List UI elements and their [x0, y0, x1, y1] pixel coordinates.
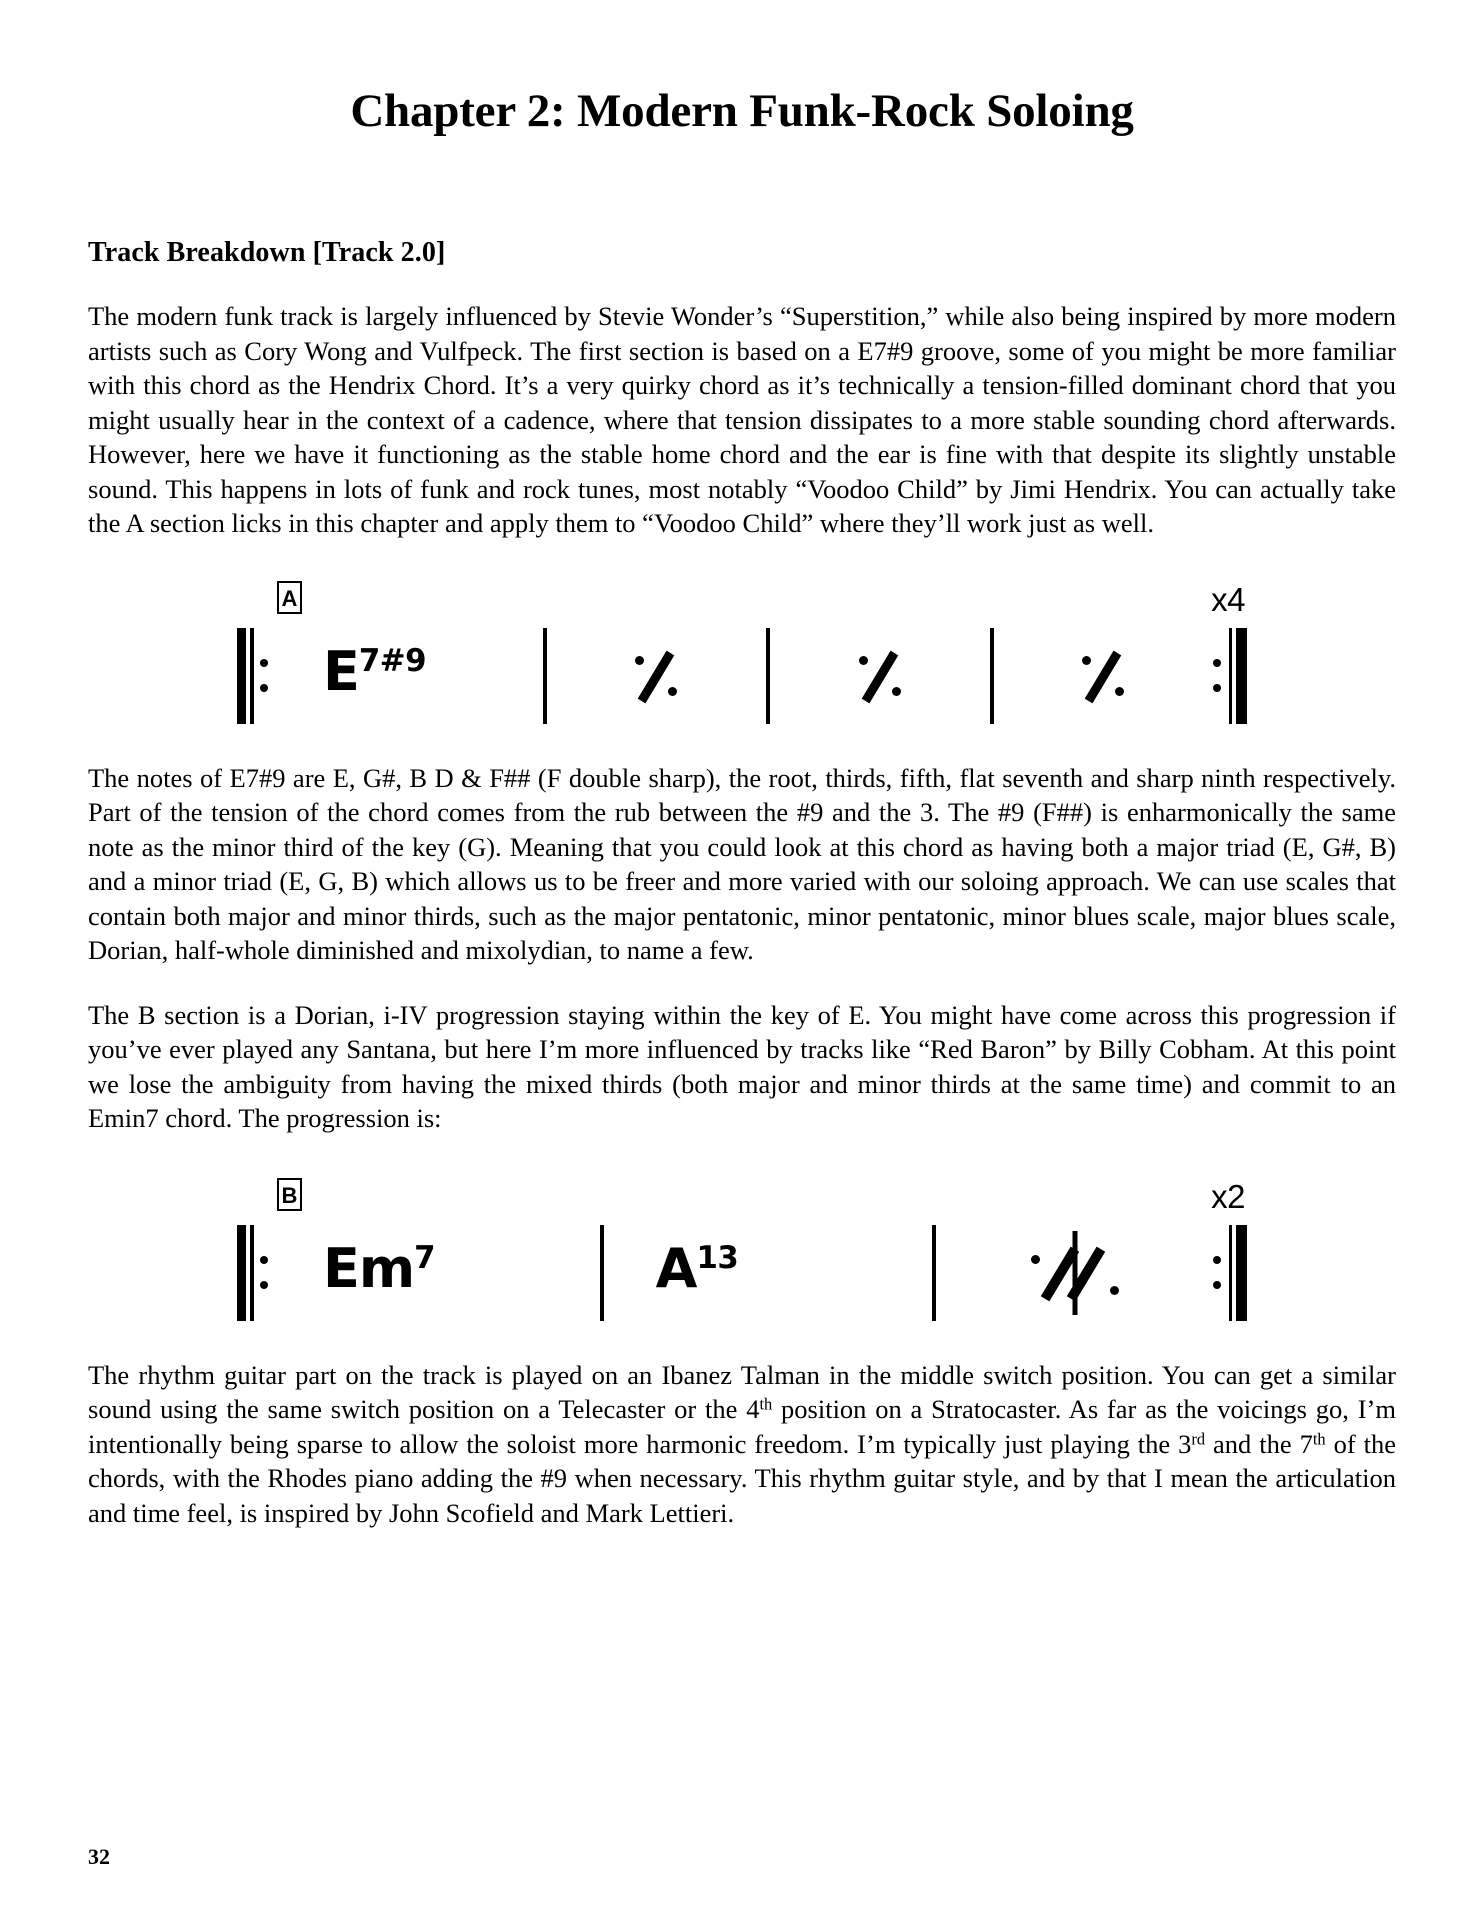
- chord-chart-section-a: [237, 581, 1247, 731]
- chord-symbol-e7sharp9: [323, 639, 426, 703]
- page-number: 32: [88, 1844, 110, 1869]
- chord-symbol-a13: [655, 1236, 739, 1300]
- paragraph-rhythm-guitar-seg2: position on a Stratocaster. As far as the voicings go, I’m intentionally being sparse to allow the soloist more harmonic freedom. I’m typically just playing the 3: [88, 1394, 1396, 1459]
- paragraph-rhythm-guitar-seg1: The rhythm guitar part on the track is played on an Ibanez Talman in the middle switch position. You can get a similar sound using the same switch position on a Telecaster or the 4: [88, 1359, 1396, 1425]
- repeat-barline-close-icon: [1213, 1225, 1247, 1321]
- paragraph-rhythm-guitar-seg3: and the 7: [1205, 1428, 1313, 1459]
- chord-extension: 7#9: [358, 642, 426, 679]
- chord-root: A: [655, 1236, 697, 1300]
- paragraph-intro: The modern funk track is largely influenced by Stevie Wonder’s “Superstition,” while also being inspired by more modern artists such as Cory Wong and Vulfpeck. The first section is based on a E7#9 groove, some of you might be more familiar with this chord as the Hendrix Chord. It’s a very quirky chord as it’s technically a tension-filled dominant chord that you might usually hear in the context of a cadence, where that tension dissipates to a more stable sounding chord afterwards. However, here we have it functioning as the stable home chord and the ear is fine with that despite its slightly unstable sound. This happens in lots of funk and rock tunes, most notably “Voodoo Child” by Jimi Hendrix. You can actually take the A section licks in this chapter and apply them to “Voodoo Child” where they’ll work just as well.: [88, 301, 1396, 539]
- measure-a-4: [994, 628, 1214, 724]
- section-heading-track-breakdown: Track Breakdown [Track 2.0]: [88, 236, 446, 268]
- page-title: Chapter 2: Modern Funk-Rock Soloing: [350, 85, 1134, 137]
- chord-root: Em: [323, 1236, 415, 1300]
- measure-a-3: [770, 628, 990, 724]
- paragraph-rhythm-guitar: [88, 1328, 1396, 1531]
- two-bar-repeat-icon: [1029, 1231, 1121, 1315]
- measure-a-2: [547, 628, 767, 724]
- measure-b-2: [604, 1225, 933, 1321]
- measure-a-1: [271, 628, 543, 724]
- paragraph-b-section: The B section is a Dorian, i-IV progression staying within the key of E. You might have come across this progression if you’ve ever played any Santana, but here I’m more influenced by tracks like “Red Baron” by Billy Cobham. At this point we lose the ambiguity from having the mixed thirds (both major and minor thirds at the same time) and commit to an Emin7 chord. The progression is:: [88, 999, 1396, 1134]
- repeat-barline-open-icon: [237, 1225, 271, 1321]
- measures-row-b: [237, 1225, 1247, 1321]
- one-bar-repeat-icon: [850, 645, 910, 707]
- measure-b-3: [936, 1225, 1213, 1321]
- chord-symbol-em7: [323, 1236, 436, 1300]
- chord-root: E: [323, 639, 359, 703]
- paragraph-rhythm-guitar-seg4: of the chords, with the Rhodes piano adding the #9 when necessary. This rhythm guitar style, and by that I mean the articulation and time feel, is inspired by John Scofield and Mark Lettieri.: [88, 1428, 1396, 1528]
- rehearsal-mark-a: A: [277, 581, 302, 614]
- paragraph-e7sharp9-notes: The notes of E7#9 are E, G#, B D & F## (F double sharp), the root, thirds, fifth, flat seventh and sharp ninth respectively. Part of the tension of the chord comes from the rub between the #9 and the 3. The #9 (F##) is enharmonically the same note as the minor third of the key (G). Meaning that you could look at this chord as having both a major triad (E, G#, B) and a minor triad (E, G, B) which allows us to be freer and more varied with our soloing approach. We can use scales that contain both major and minor thirds, such as the major pentatonic, minor pentatonic, minor blues scale, major blues scale, Dorian, half-whole diminished and mixolydian, to name a few.: [88, 762, 1396, 966]
- chord-extension: 7: [414, 1239, 436, 1276]
- repeat-barline-open-icon: [237, 628, 271, 724]
- measure-b-1: [271, 1225, 600, 1321]
- chord-extension: 13: [696, 1239, 739, 1276]
- repeat-barline-close-icon: [1213, 628, 1247, 724]
- rehearsal-mark-b: B: [277, 1178, 302, 1211]
- ordinal-suffix-th: th: [759, 1394, 773, 1414]
- one-bar-repeat-icon: [1073, 645, 1133, 707]
- repeat-count-b: x2: [1211, 1177, 1245, 1215]
- measures-row-a: [237, 628, 1247, 724]
- ordinal-suffix-th: th: [1312, 1429, 1326, 1449]
- chord-chart-section-b: [237, 1178, 1247, 1328]
- one-bar-repeat-icon: [626, 645, 686, 707]
- repeat-count-a: x4: [1211, 580, 1245, 618]
- ordinal-suffix-rd: rd: [1191, 1429, 1206, 1449]
